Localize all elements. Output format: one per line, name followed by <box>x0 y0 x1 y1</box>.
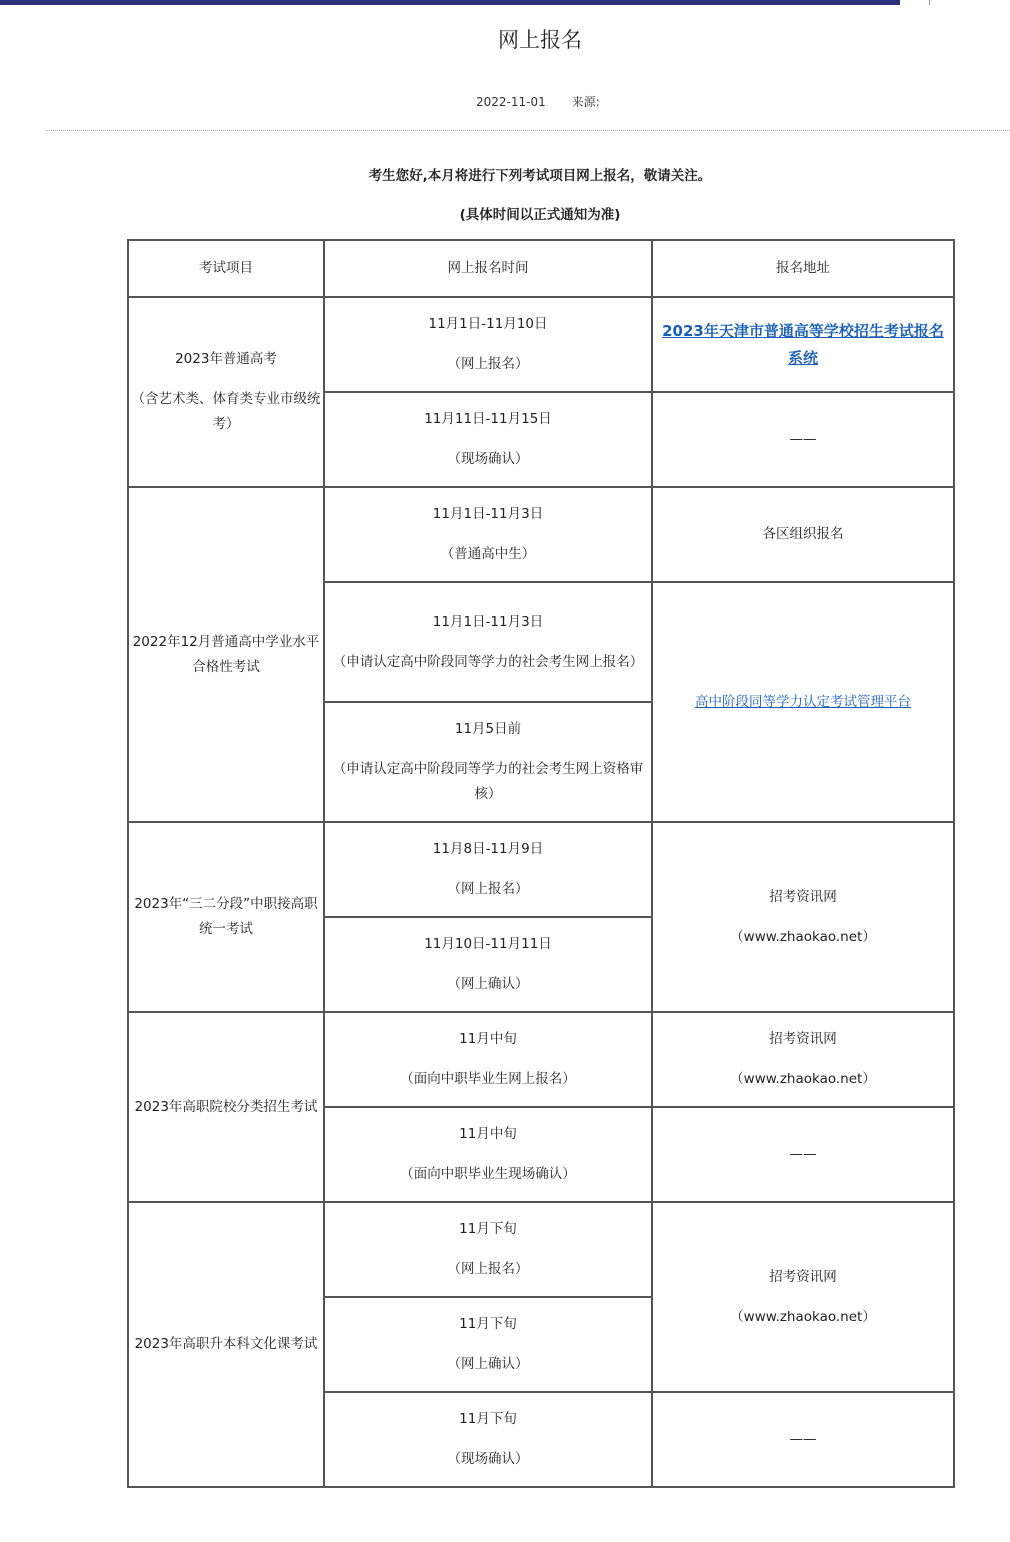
registration-schedule-table <box>127 239 955 1488</box>
equivalency-platform-link[interactable]: 高中阶段同等学力认定考试管理平台 <box>695 693 911 710</box>
page-title: 网上报名 <box>498 28 582 52</box>
header-address: 报名地址 <box>652 240 954 297</box>
address-cell: 各区组织报名 <box>652 487 954 582</box>
time-cell: 11月1日-11月3日 （普通高中生） <box>324 487 652 582</box>
table-row <box>128 487 954 582</box>
header-exam: 考试项目 <box>128 240 324 297</box>
time-cell: 11月下旬 （网上确认） <box>324 1297 652 1392</box>
table-row <box>128 822 954 917</box>
time-cell: 11月5日前 （申请认定高中阶段同等学力的社会考生网上资格审核） <box>324 702 652 822</box>
address-cell: 招考资讯网 （www.zhaokao.net） <box>652 822 954 1012</box>
time-cell: 11月1日-11月10日 （网上报名） <box>324 297 652 392</box>
time-cell: 11月中旬 （面向中职毕业生现场确认） <box>324 1107 652 1202</box>
exam-name-shengben: 2023年高职升本科文化课考试 <box>128 1202 324 1487</box>
address-cell: 招考资讯网 （www.zhaokao.net） <box>652 1012 954 1107</box>
time-cell: 11月中旬 （面向中职毕业生网上报名） <box>324 1012 652 1107</box>
header-divider <box>45 130 1010 131</box>
table-row <box>128 1012 954 1107</box>
table-header-row <box>128 240 954 297</box>
source-label: 来源: <box>571 95 600 109</box>
address-cell: —— <box>652 392 954 487</box>
intro-text: 考生您好,本月将进行下列考试项目网上报名，敬请关注。 <box>368 168 712 184</box>
top-divider-tick <box>929 0 930 5</box>
exam-name-xueye: 2022年12月普通高中学业水平合格性考试 <box>128 487 324 822</box>
address-cell: —— <box>652 1107 954 1202</box>
address-cell: —— <box>652 1392 954 1487</box>
note-text: (具体时间以正式通知为准) <box>459 207 621 223</box>
table-row <box>128 1202 954 1297</box>
article-meta <box>476 93 600 110</box>
time-cell: 11月下旬 （网上报名） <box>324 1202 652 1297</box>
gaokao-registration-link[interactable]: 2023年天津市普通高等学校招生考试报名系统 <box>662 321 944 367</box>
address-cell: 招考资讯网 （www.zhaokao.net） <box>652 1202 954 1392</box>
exam-name-gaokao: 2023年普通高考 （含艺术类、体育类专业市级统考） <box>128 297 324 487</box>
publish-date: 2022-11-01 <box>476 95 546 109</box>
top-accent-bar <box>0 0 900 5</box>
address-cell <box>652 582 954 822</box>
time-cell: 11月11日-11月15日 （现场确认） <box>324 392 652 487</box>
time-cell: 11月10日-11月11日 （网上确认） <box>324 917 652 1012</box>
address-cell <box>652 297 954 392</box>
exam-name-fenlei: 2023年高职院校分类招生考试 <box>128 1012 324 1202</box>
time-cell: 11月8日-11月9日 （网上报名） <box>324 822 652 917</box>
time-cell: 11月1日-11月3日 （申请认定高中阶段同等学力的社会考生网上报名） <box>324 582 652 702</box>
time-cell: 11月下旬 （现场确认） <box>324 1392 652 1487</box>
exam-name-sanerfenduan: 2023年“三二分段”中职接高职统一考试 <box>128 822 324 1012</box>
header-time: 网上报名时间 <box>324 240 652 297</box>
table-row <box>128 297 954 392</box>
